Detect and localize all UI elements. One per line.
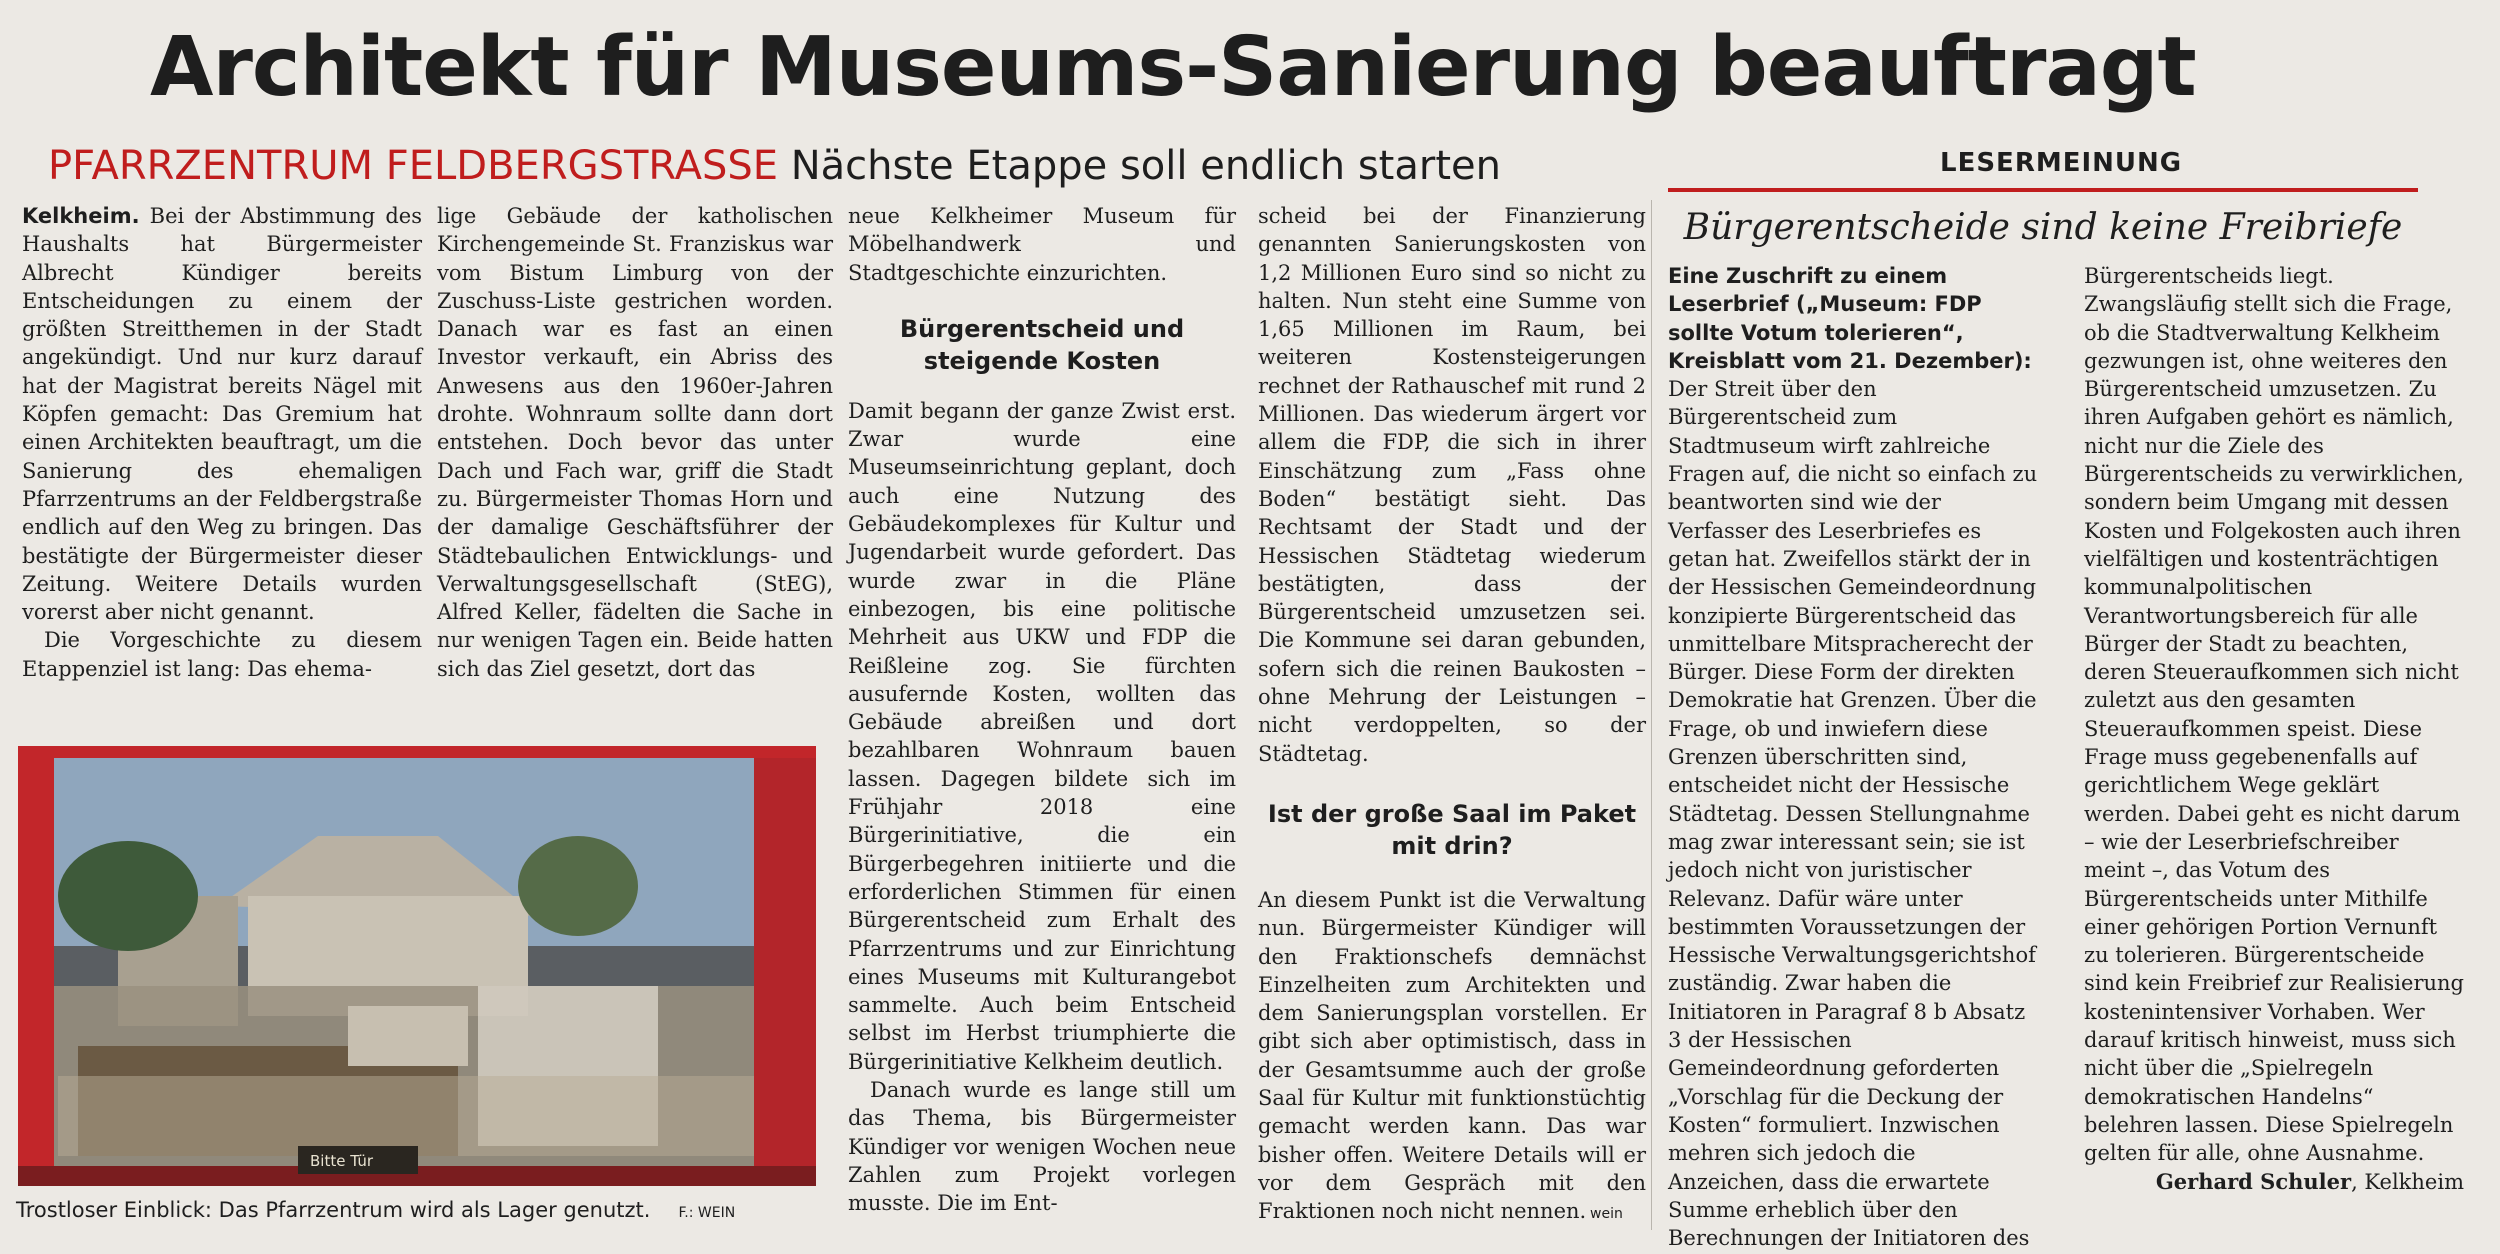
subheadline: Nächste Etappe soll endlich starten (790, 143, 1501, 189)
kicker: PFARRZENTRUM FELDBERGSTRASSE (48, 143, 779, 189)
letter-paragraph: Der Streit über den Bürgerentscheid zum Stadtmuseum wirft zahlreiche Fragen auf, die nicht so einfach zu beantworten sind wie der Verfasser des Leserbriefes es getan hat. Zweifellos stärkt der in der Hessischen Gemeindeordnung konzipierte Bürgerentscheid das unmittelbare Mitspracherecht der Bürger. Diese Form der direkten Demokratie hat Grenzen. Über die Frage, ob und inwiefern diese Grenzen überschritten sind, entscheidet nicht der Hessische Städtetag. Dessen Stellungnahme mag zwar interessant sein; sie ist jedoch nicht von juristischer Relevanz. Dafür wäre unter bestimmten Voraussetzungen der Hessische Verwaltungsgerichtshof zuständig. Zwar haben die Initiatoren in Paragraf 8 b Absatz 3 der Hessischen Gemeindeordnung geforderten „Vorschlag für die Deckung der Kosten“ formuliert. Inzwischen mehren sich jedoch die Anzeichen, dass die erwartete Summe erheblich über den Berechnungen der Initiatoren des (1668, 377, 2038, 1251)
subheading-buergerentscheid: Bürgerentscheid und steigende Kosten (899, 314, 1185, 375)
headline: Architekt für Museums-Sanierung beauftragt (150, 20, 2196, 115)
article-column-2 (437, 202, 833, 683)
article-column-3 (848, 202, 1236, 1218)
shop-window-illustration (18, 746, 816, 1186)
article-column-1 (22, 202, 422, 683)
article-column-4 (1258, 202, 1646, 1226)
article-photo (18, 746, 816, 1186)
photo-credit: F.: WEIN (678, 1205, 736, 1221)
letter-paragraph: Bürgerentscheids liegt. Zwangsläufig stellt sich die Frage, ob die Stadtverwaltung Kelkheim gezwungen ist, ohne weiteres den Bürgerentscheid umzusetzen. Zu ihren Aufgaben gehört es nämlich, nicht nur die Ziele des Bürgerentscheids zu verwirklichen, sondern beim Umgang mit dessen Kosten und Folgekosten auch ihren vielfältigen und kostenträchtigen kommunalpolitischen Verantwortungsbereich für alle Bürger der Stadt zu beachten, deren Steueraufkommen sich nicht zuletzt aus den gesamten Steueraufkommen speist. Diese Frage muss gegebenenfalls auf gerichtlichem Wege geklärt werden. Dabei geht es nicht darum – wie der Leserbriefschreiber meint –, das Votum des Bürgerentscheids unter Mithilfe einer gehörigen Portion Vernunft zu tolerieren. Bürgerentscheide sind kein Freibrief zur Realisierung kostenintensiver Vorhaben. Wer darauf kritisch hinweist, muss sich nicht über die „Spielregeln demokratischen Handelns“ belehren lassen. Diese Spielregeln gelten für alle, ohne Ausnahme. (2084, 264, 2464, 1166)
letter-signature (2084, 1168, 2464, 1196)
article-paragraph: neue Kelkheimer Museum für Möbelhandwerk und Stadtgeschichte einzurichten. (848, 204, 1236, 285)
article-paragraph: Danach wurde es lange still um das Thema, bis Bürgermeister Kündiger vor wenigen Wochen neue Zahlen zum Projekt vorlegen musste. Die im Ent- (848, 1078, 1236, 1216)
article-paragraph: An diesem Punkt ist die Verwaltung nun. Bürgermeister Kündiger will den Fraktionschefs demnächst Einzelheiten zum Architekten und dem Sanierungsplan vorstellen. Er gibt sich aber optimistisch, dass in der Gesamtsumme auch der große Saal für Kultur mit funktionstüchtig gemacht werden kann. Das war bisher offen. Weitere Details will er vor dem Gespräch mit den Fraktionen noch nicht nennen. (1258, 887, 1646, 1224)
door-sign-text: Bitte Tür (310, 1152, 373, 1170)
article-paragraph: Damit begann der ganze Zwist erst. Zwar wurde eine Museumseinrichtung geplant, doch auch eine Nutzung des Gebäudekomplexes für Kultur und Jugendarbeit wurde gefordert. Das wurde zwar in die Pläne einbezogen, bis eine politische Mehrheit aus UKW und FDP die Reißleine zog. Sie fürchten ausufernde Kosten, wollten das Gebäude abreißen und dort bezahlbaren Wohnraum bauen lassen. Dagegen bildete sich im Frühjahr 2018 eine Bürgerinitiative, die ein Bürgerbegehren initiierte und die erforderlichen Stimmen für einen Bürgerentscheid zum Erhalt des Pfarrzentrums und zur Einrichtung eines Museums mit Kulturangebot sammelte. Auch beim Entscheid selbst im Herbst triumphierte die Bürgerinitiative Kelkheim deutlich. (848, 398, 1236, 1074)
article-paragraph: lige Gebäude der katholischen Kirchengemeinde St. Franziskus war vom Bistum Limburg von der Zuschuss-Liste gestrichen worden. Danach war es fast an einen Investor verkauft, ein Abriss des Anwesens aus den 1960er-Jahren drohte. Wohnraum sollte dann dort entstehen. Doch bevor das unter Dach und Fach war, griff die Stadt zu. Bürgermeister Thomas Horn und der damalige Geschäftsführer der Städtebaulichen Entwicklungs- und Verwaltungsgesellschaft (StEG), Alfred Keller, fädelten die Sache in nur wenigen Tagen ein. Beide hatten sich das Ziel gesetzt, dort das (437, 204, 833, 681)
photo-caption (16, 1198, 735, 1222)
lead-place: Kelkheim. (22, 204, 140, 228)
letter-column-1 (1668, 262, 2038, 1252)
article-paragraph: scheid bei der Finanzierung genannten Sanierungskosten von 1,2 Millionen Euro sind so nicht zu halten. Nun steht eine Summe von 1,65 Millionen im Raum, bei weiteren Kostensteigerungen rechnet der Rathauschef mit rund 2 Millionen. Das wiederum ärgert vor allem die FDP, die sich in ihrer Einschätzung zum „Fass ohne Boden“ bestätigt sieht. Das Rechtsamt der Stadt und der Hessischen Städtetag wiederum bestätigten, dass der Bürgerentscheid umzusetzen sei. Die Kommune sei daran gebunden, sofern sich die reinen Baukosten – ohne Mehrung der Leistungen – nicht verdoppelten, so der Städtetag. (1258, 204, 1646, 766)
article-paragraph: Die Vorgeschichte zu diesem Etappenziel ist lang: Das ehema- (22, 628, 422, 681)
column-divider (1651, 200, 1652, 1230)
signature-name: Gerhard Schuler (2155, 1168, 2352, 1194)
letter-title: Bürgerentscheide sind keine Freibriefe (1683, 207, 2403, 248)
letter-intro: Eine Zuschrift zu einem Leserbrief („Museum: FDP sollte Votum tolerieren“, Kreisblatt vom 21. Dezember): (1668, 264, 2032, 373)
letter-accent-rule (1668, 188, 2418, 192)
subheading-grosser-saal: Ist der große Saal im Paket mit drin? (1267, 799, 1637, 860)
signature-place: , Kelkheim (2351, 1169, 2464, 1194)
article-paragraph: Bei der Abstimmung des Haushalts hat Bürgermeister Albrecht Kündiger bereits Entscheidungen zu einem der größten Streitthemen in der Stadt angekündigt. Und nur kurz darauf hat der Magistrat bereits Nägel mit Köpfen gemacht: Das Gremium hat einen Architekten beauftragt, um die Sanierung des ehemaligen Pfarrzentrums an der Feldbergstraße endlich auf den Weg zu bringen. Das bestätigte der Bürgermeister dieser Zeitung. Weitere Details wurden vorerst aber nicht genannt. (22, 204, 422, 625)
caption-text: Trostloser Einblick: Das Pfarrzentrum wird als Lager genutzt. (16, 1198, 651, 1222)
letter-column-2 (2084, 262, 2464, 1196)
letter-section-label: LESERMEINUNG (1940, 148, 2183, 178)
subheadline-row (48, 140, 1501, 192)
author-tag: wein (1590, 1206, 1623, 1222)
